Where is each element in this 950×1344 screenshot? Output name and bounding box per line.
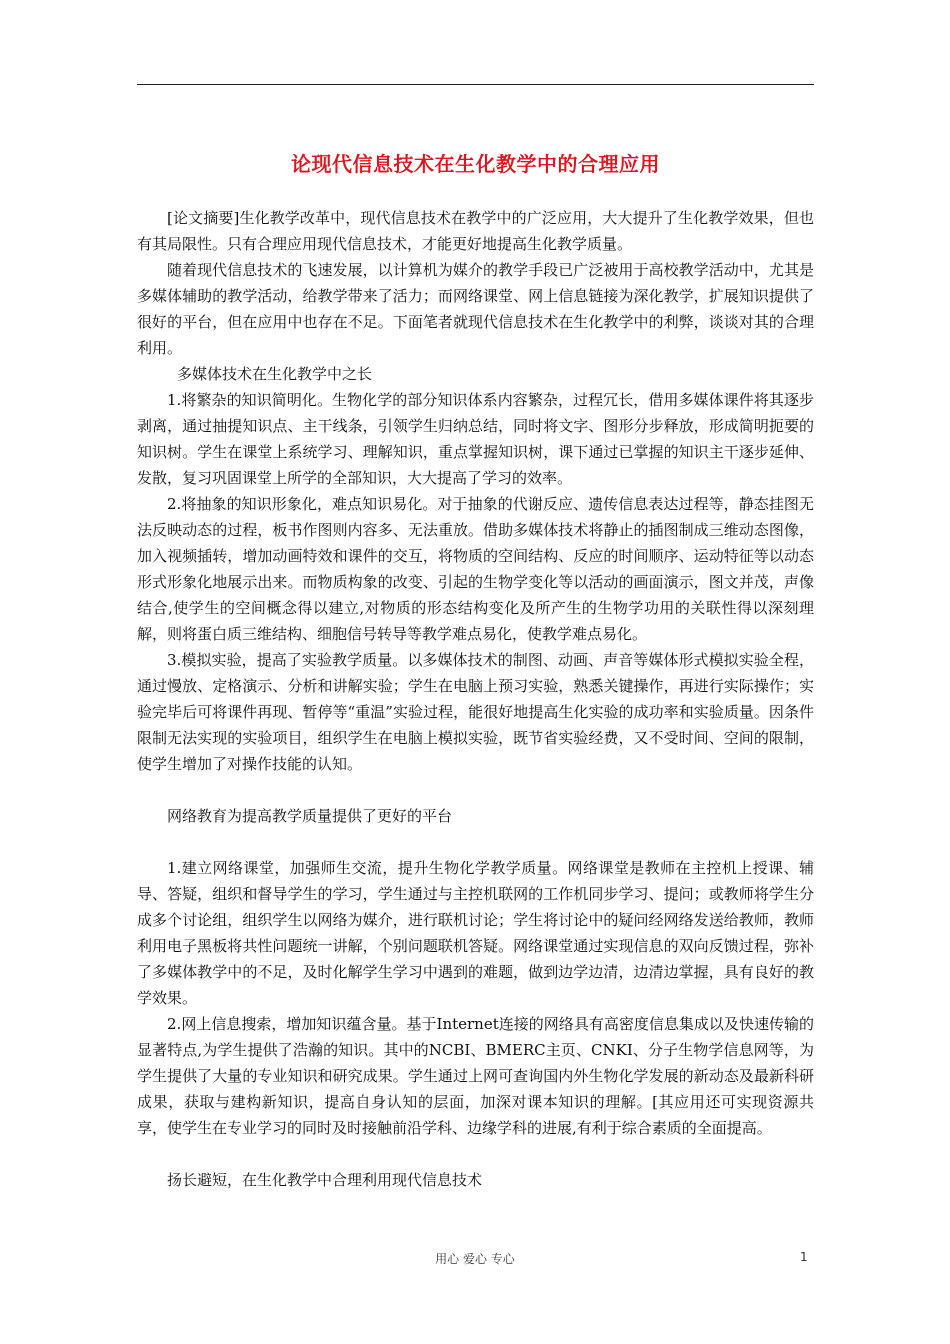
paragraph-gap — [137, 829, 814, 855]
paragraph-gap — [137, 777, 814, 803]
section-heading-balance: 扬长避短，在生化教学中合理利用现代信息技术 — [167, 1171, 483, 1189]
footer-motto: 用心 爱心 专心 — [435, 1252, 515, 1266]
body-paragraph: 1.建立网络课堂，加强师生交流，提升生物化学教学质量。网络课堂是教师在主控机上授课、辅导、答疑，组织和督导学生的学习，学生通过与主控机联网的工作机同步学习、提问；或教师将学生分成多个讨论组，组织学生以网络为媒介，进行联机讨论；学生将讨论中的疑问经网络发送给教师，教师利用电子黑板将共性问题统一讲解，个别问题联机答疑。网络课堂通过实现信息的双向反馈过程，弥补了多媒体教学中的不足，及时化解学生学习中遇到的难题，做到边学边清，边清边掌握，具有良好的教学效果。 — [137, 859, 814, 1007]
header-rule — [137, 84, 814, 85]
body-paragraph: 2.将抽象的知识形象化，难点知识易化。对于抽象的代谢反应、遗传信息表达过程等，静态挂图无法反映动态的过程，板书作图则内容多、无法重放。借助多媒体技术将静止的插图制成三维动态图像，加入视频插转，增加动画特效和课件的交互，将物质的空间结构、反应的时间顺序、运动特征等以动态形式形象化地展示出来。而物质构象的改变、引起的生物学变化等以活动的画面演示，图文并茂，声像结合,使学生的空间概念得以建立,对物质的形态结构变化及所产生的生物学功用的关联性得以深刻理解，则将蛋白质三维结构、细胞信号转导等教学难点易化，使教学难点易化。 — [137, 495, 814, 643]
document-title: 论现代信息技术在生化教学中的合理应用 — [291, 152, 660, 176]
paragraph-gap — [137, 1141, 814, 1167]
body-paragraph: 2.网上信息搜索，增加知识蕴含量。基于Internet连接的网络具有高密度信息集成以及快速传输的显著特点,为学生提供了浩瀚的知识。其中的NCBI、BMERC主页、CNKI、分子生物学信息网等，为学生提供了大量的专业知识和研究成果。学生通过上网可查询国内外生物化学发展的新动态及最新科研成果，获取与建构新知识，提高自身认知的层面，加深对课本知识的理解。[其应用还可实现资源共享，使学生在专业学习的同时及时接触前沿学科、边缘学科的进展,有利于综合素质的全面提高。 — [137, 1015, 814, 1137]
section-heading-multimedia: 多媒体技术在生化教学中之长 — [177, 365, 373, 383]
body-paragraph: 1.将繁杂的知识简明化。生物化学的部分知识体系内容繁杂，过程冗长，借用多媒体课件将其逐步剥离，通过抽提知识点、主干线条，引领学生归纳总结，同时将文字、图形分步释放，形成简明扼要的知识树。学生在课堂上系统学习、理解知识，重点掌握知识树，课下通过已掌握的知识主干逐步延伸、发散，复习巩固课堂上所学的全部知识，大大提高了学习的效率。 — [137, 391, 814, 487]
page-number: 1 — [800, 1250, 808, 1264]
intro-paragraph: 随着现代信息技术的飞速发展，以计算机为媒介的教学手段已广泛被用于高校教学活动中，尤其是多媒体辅助的教学活动，给教学带来了活力；而网络课堂、网上信息链接为深化教学，扩展知识提供了很好的平台，但在应用中也存在不足。下面笔者就现代信息技术在生化教学中的利弊，谈谈对其的合理利用。 — [137, 261, 814, 357]
abstract-paragraph: [论文摘要]生化教学改革中，现代信息技术在教学中的广泛应用，大大提升了生化教学效果，但也有其局限性。只有合理应用现代信息技术，才能更好地提高生化教学质量。 — [137, 209, 814, 253]
document-body — [137, 205, 814, 1193]
body-paragraph: 3.模拟实验，提高了实验教学质量。以多媒体技术的制图、动画、声音等媒体形式模拟实验全程，通过慢放、定格演示、分析和讲解实验；学生在电脑上预习实验，熟悉关键操作，再进行实际操作；实验完毕后可将课件再现、暂停等“重温”实验过程，能很好地提高生化实验的成功率和实验质量。因条件限制无法实现的实验项目，组织学生在电脑上模拟实验，既节省实验经费，又不受时间、空间的限制，使学生增加了对操作技能的认知。 — [137, 651, 814, 773]
section-heading-network: 网络教育为提高教学质量提供了更好的平台 — [167, 807, 453, 825]
